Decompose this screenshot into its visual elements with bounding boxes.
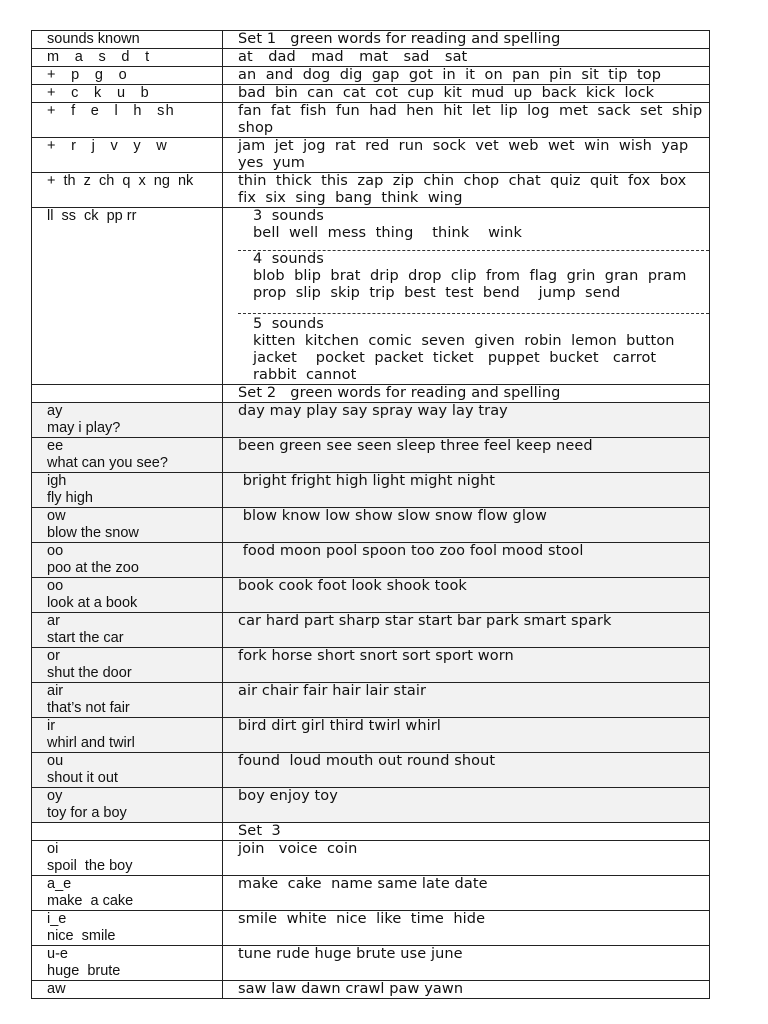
- table-row: [32, 508, 710, 543]
- table-row: [32, 438, 710, 473]
- words-cell: been green see seen sleep three feel keep need: [223, 438, 710, 473]
- phrase: shout it out: [47, 770, 118, 786]
- phrase: fly high: [47, 490, 93, 506]
- words-cell: tune rude huge brute use june: [223, 946, 710, 981]
- words-cell: day may play say spray way lay tray: [223, 403, 710, 438]
- set3-title: Set 3: [223, 823, 710, 841]
- set3-header-row: [32, 823, 710, 841]
- phrase: what can you see?: [47, 455, 168, 471]
- words-cell: saw law dawn crawl paw yawn: [223, 981, 710, 999]
- set1-title: Set 1 green words for reading and spelling: [223, 31, 710, 49]
- sound: oo: [47, 578, 64, 594]
- words-cell: bird dirt girl third twirl whirl: [223, 718, 710, 753]
- phrase: huge brute: [47, 963, 121, 979]
- double-letters-row: [32, 208, 710, 385]
- phrase: blow the snow: [47, 525, 139, 541]
- sound: i_e: [47, 911, 67, 927]
- five-sounds-group: [238, 314, 709, 384]
- group-title: 4 sounds: [253, 251, 324, 267]
- phonics-word-table: [31, 30, 710, 999]
- sound-cell: [32, 578, 223, 613]
- sound: u-e: [47, 946, 68, 962]
- sound: oo: [47, 543, 64, 559]
- table-row: [32, 841, 710, 876]
- phrase: that’s not fair: [47, 700, 130, 716]
- table-row: [32, 403, 710, 438]
- phrase: toy for a boy: [47, 805, 127, 821]
- sound-cell: [32, 876, 223, 911]
- sound: ar: [47, 613, 60, 629]
- phrase: shut the door: [47, 665, 132, 681]
- words-cell: boy enjoy toy: [223, 788, 710, 823]
- table-row: [32, 788, 710, 823]
- group-words: kitten kitchen comic seven given robin lemon button jacket pocket packet ticket puppet bucket carrot rabbit cannot: [253, 333, 684, 383]
- sound-cell: [32, 648, 223, 683]
- phrase: look at a book: [47, 595, 138, 611]
- sounds-cell: ll ss ck pp rr: [32, 208, 223, 385]
- table-row: [32, 67, 710, 85]
- phrase: nice smile: [47, 928, 116, 944]
- sound-cell: [32, 613, 223, 648]
- sound: a_e: [47, 876, 72, 892]
- sound-cell: [32, 508, 223, 543]
- set1-header-row: [32, 31, 710, 49]
- sound-cell: [32, 841, 223, 876]
- table-row: [32, 753, 710, 788]
- phrase: start the car: [47, 630, 124, 646]
- sound: ir: [47, 718, 56, 734]
- sound: ay: [47, 403, 63, 419]
- set2-title: Set 2 green words for reading and spelling: [223, 385, 710, 403]
- empty-cell: [32, 385, 223, 403]
- sound: oi: [47, 841, 59, 857]
- table-row: [32, 49, 710, 67]
- phrase: spoil the boy: [47, 858, 133, 874]
- words-cell: food moon pool spoon too zoo fool mood stool: [223, 543, 710, 578]
- sound-cell: [32, 753, 223, 788]
- sounds-cell: + p g o: [32, 67, 223, 85]
- sound: ee: [47, 438, 64, 454]
- sound-cell: [32, 403, 223, 438]
- phrase: may i play?: [47, 420, 121, 436]
- sound-cell: [32, 438, 223, 473]
- words-text: thin thick this zap zip chin chop chat quiz quit fox box fix six sing bang think wing: [238, 173, 696, 206]
- table-row: [32, 85, 710, 103]
- words-cell: air chair fair hair lair stair: [223, 683, 710, 718]
- sounds-cell: + c k u b: [32, 85, 223, 103]
- sounds-cell: m a s d t: [32, 49, 223, 67]
- words-cell: [223, 138, 710, 173]
- sound-cell: [32, 946, 223, 981]
- table-row: [32, 946, 710, 981]
- sounds-cell: + r j v y w: [32, 138, 223, 173]
- phrase: whirl and twirl: [47, 735, 135, 751]
- words-cell: found loud mouth out round shout: [223, 753, 710, 788]
- words-cell: fork horse short snort sort sport worn: [223, 648, 710, 683]
- words-cell: [223, 173, 710, 208]
- sound: oy: [47, 788, 63, 804]
- words-cell: smile white nice like time hide: [223, 911, 710, 946]
- words-cell: car hard part sharp star start bar park smart spark: [223, 613, 710, 648]
- phrase: poo at the zoo: [47, 560, 139, 576]
- words-cell: bad bin can cat cot cup kit mud up back kick lock: [223, 85, 710, 103]
- table-row: [32, 911, 710, 946]
- sound: igh: [47, 473, 67, 489]
- table-row: [32, 578, 710, 613]
- table-row: [32, 103, 710, 138]
- words-cell: join voice coin: [223, 841, 710, 876]
- sound-cell: [32, 981, 223, 999]
- sound-count-groups: [223, 208, 710, 385]
- sound: air: [47, 683, 64, 699]
- words-cell: make cake name same late date: [223, 876, 710, 911]
- table-row: [32, 683, 710, 718]
- words-text: fan fat fish fun had hen hit let lip log met sack set ship shop: [238, 103, 712, 136]
- phrase: make a cake: [47, 893, 134, 909]
- empty-cell: [32, 823, 223, 841]
- words-cell: [223, 103, 710, 138]
- table-row: [32, 981, 710, 999]
- table-row: [32, 613, 710, 648]
- sound: ow: [47, 508, 66, 524]
- sound-cell: [32, 683, 223, 718]
- sound-cell: [32, 543, 223, 578]
- sounds-cell: + f e l h sh: [32, 103, 223, 138]
- table-row: [32, 718, 710, 753]
- group-title: 3 sounds: [253, 208, 324, 224]
- group-words: blob blip brat drip drop clip from flag grin gran pram prop slip skip trip best test bend jump send: [253, 268, 696, 301]
- group-words: bell well mess thing think wink: [253, 225, 522, 241]
- table-row: [32, 876, 710, 911]
- sound-cell: [32, 788, 223, 823]
- words-cell: at dad mad mat sad sat: [223, 49, 710, 67]
- words-text: jam jet jog rat red run sock vet web wet win wish yap yes yum: [238, 138, 698, 171]
- sound-cell: [32, 718, 223, 753]
- table-row: [32, 648, 710, 683]
- set2-header-row: [32, 385, 710, 403]
- sound: or: [47, 648, 60, 664]
- group-title: 5 sounds: [253, 316, 324, 332]
- table-row: [32, 173, 710, 208]
- table-row: [32, 473, 710, 508]
- sound: ou: [47, 753, 64, 769]
- words-cell: an and dog dig gap got in it on pan pin sit tip top: [223, 67, 710, 85]
- table-row: [32, 138, 710, 173]
- four-sounds-group: [238, 251, 709, 314]
- words-cell: book cook foot look shook took: [223, 578, 710, 613]
- words-cell: blow know low show slow snow flow glow: [223, 508, 710, 543]
- sound: aw: [47, 981, 66, 997]
- sounds-cell: + th z ch q x ng nk: [32, 173, 223, 208]
- table-row: [32, 543, 710, 578]
- three-sounds-group: [238, 208, 709, 251]
- sound-cell: [32, 911, 223, 946]
- sounds-known-label: sounds known: [32, 31, 223, 49]
- words-cell: bright fright high light might night: [223, 473, 710, 508]
- sound-cell: [32, 473, 223, 508]
